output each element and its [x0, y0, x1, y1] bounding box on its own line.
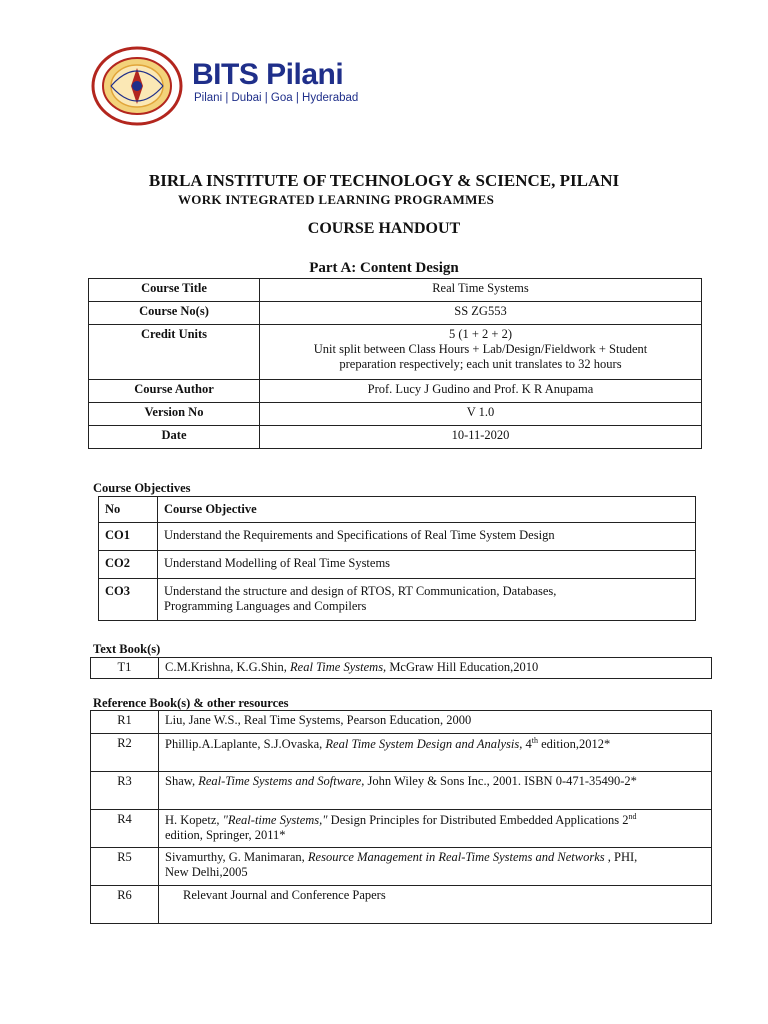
table-row [89, 380, 702, 403]
book-title: Real Time Systems, [290, 660, 387, 674]
table-row [91, 810, 712, 848]
part-title: Part A: Content Design [309, 260, 459, 276]
ref-id: R2 [91, 734, 159, 772]
ref-id: R3 [91, 772, 159, 810]
objective-text: Understand Modelling of Real Time Systems [158, 551, 696, 579]
book-id: T1 [91, 658, 159, 679]
table-row [99, 579, 696, 621]
ref-edition-sup: nd [628, 812, 637, 821]
ref-edition: 4 [522, 737, 532, 752]
table-row [89, 403, 702, 426]
header-objective: Course Objective [158, 497, 696, 523]
ref-subtitle: Design Principles for Distributed Embedded Applications 2 [327, 813, 629, 828]
info-label: Credit Units [89, 325, 260, 380]
ref-authors: Phillip.A.Laplante, S.J.Ovaska, [165, 737, 326, 752]
book-authors: C.M.Krishna, K.G.Shin, [165, 660, 291, 674]
info-value: V 1.0 [260, 403, 702, 426]
ref-entry: Relevant Journal and Conference Papers [159, 886, 712, 924]
info-value [260, 325, 702, 380]
table-row [89, 279, 702, 302]
ref-entry [159, 772, 712, 810]
header-no: No [99, 497, 158, 523]
programme-title: WORK INTEGRATED LEARNING PROGRAMMES [178, 192, 495, 207]
info-label: Course Author [89, 380, 260, 403]
objective-no: CO3 [99, 579, 158, 621]
credit-units-note-1: Unit split between Class Hours + Lab/Design/Fieldwork + Student [313, 342, 648, 356]
ref-entry [159, 810, 712, 848]
objective-text-line-1: Understand the structure and design of RTOS, RT Communication, Databases, [164, 584, 557, 598]
ref-id: R1 [91, 711, 159, 734]
book-entry [159, 658, 712, 679]
credit-units-value: 5 (1 + 2 + 2) [448, 327, 513, 341]
brand-campuses: Pilani | Dubai | Goa | Hyderabad [194, 92, 359, 104]
objective-text: Understand the Requirements and Specifications of Real Time System Design [158, 523, 696, 551]
ref-entry [159, 848, 712, 886]
ref-edition-sup: th [531, 736, 538, 745]
info-label: Course No(s) [89, 302, 260, 325]
ref-publisher: , John Wiley & Sons Inc., 2001. ISBN 0-471-35490-2* [361, 774, 637, 788]
objective-no: CO2 [99, 551, 158, 579]
course-objectives-table [98, 496, 696, 621]
document-title: COURSE HANDOUT [307, 220, 461, 237]
table-row [89, 302, 702, 325]
table-row [99, 523, 696, 551]
book-publisher: McGraw Hill Education,2010 [386, 660, 539, 674]
reference-books-table [90, 710, 712, 924]
brand-wordmark [192, 60, 358, 104]
objectives-section-title: Course Objectives [93, 481, 191, 495]
ref-authors: Shaw, [165, 774, 199, 788]
ref-entry [159, 734, 712, 772]
table-row [91, 734, 712, 772]
ref-title: Real-Time Systems and Software [198, 774, 362, 788]
table-row [91, 772, 712, 810]
text-books-section-title: Text Book(s) [93, 642, 161, 656]
ref-authors: Sivamurthy, G. Manimaran, [165, 850, 308, 864]
credit-units-note-2: preparation respectively; each unit translates to 32 hours [339, 357, 622, 371]
course-info-table [88, 278, 702, 449]
table-row [99, 551, 696, 579]
info-value: 10-11-2020 [260, 426, 702, 449]
text-books-table [90, 657, 712, 679]
ref-authors: H. Kopetz, [165, 813, 223, 828]
table-row [89, 325, 702, 380]
table-row [91, 711, 712, 734]
info-label: Version No [89, 403, 260, 426]
table-row [89, 426, 702, 449]
ref-id: R4 [91, 810, 159, 848]
ref-entry-line-2: New Delhi,2005 [165, 865, 248, 879]
table-row [91, 658, 712, 679]
institute-title: BIRLA INSTITUTE OF TECHNOLOGY & SCIENCE, PILANI [148, 171, 620, 190]
info-label: Course Title [89, 279, 260, 302]
objective-text-line-2: Programming Languages and Compilers [164, 599, 367, 613]
ref-id: R5 [91, 848, 159, 886]
brand-name: BITS Pilani [192, 58, 344, 91]
ref-id: R6 [91, 886, 159, 924]
reference-books-section-title: Reference Book(s) & other resources [93, 696, 289, 710]
table-row [91, 848, 712, 886]
ref-entry-line-2: edition, Springer, 2011* [165, 828, 286, 843]
info-value: SS ZG553 [260, 302, 702, 325]
ref-publisher: , PHI, [604, 850, 638, 864]
objective-no: CO1 [99, 523, 158, 551]
ref-entry: Liu, Jane W.S., Real Time Systems, Pearson Education, 2000 [159, 711, 712, 734]
ref-title: Real Time System Design and Analysis, [325, 737, 523, 752]
table-row [91, 886, 712, 924]
table-header-row [99, 497, 696, 523]
ref-title: Resource Management in Real-Time Systems and Networks [307, 850, 605, 864]
info-value: Prof. Lucy J Gudino and Prof. K R Anupama [260, 380, 702, 403]
ref-title: "Real-time Systems," [222, 813, 328, 828]
ref-edition-rest: edition,2012* [538, 737, 611, 752]
info-value: Real Time Systems [260, 279, 702, 302]
bits-seal-logo [91, 46, 183, 126]
info-label: Date [89, 426, 260, 449]
objective-text [158, 579, 696, 621]
